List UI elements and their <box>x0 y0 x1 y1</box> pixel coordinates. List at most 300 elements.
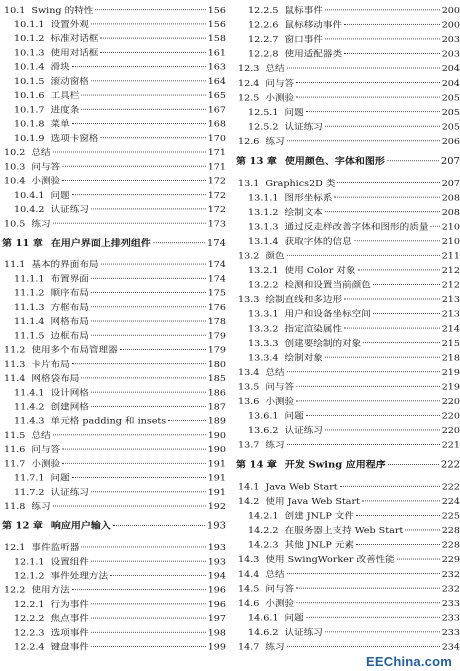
toc-entry-number: 13.3.4 <box>248 353 279 364</box>
toc-entry-title: 问与答 <box>265 382 295 393</box>
toc-page-number: 203 <box>441 34 460 45</box>
toc-entry-number: 11.4.2 <box>14 402 45 413</box>
toc-entry-title: 总结 <box>265 569 285 580</box>
toc-page-number: 179 <box>207 345 226 356</box>
toc-leader-dots <box>325 622 440 632</box>
toc-page-number: 233 <box>441 598 460 609</box>
toc-entry-number: 13.1.3 <box>248 222 279 233</box>
toc-entry-number: 12.5 <box>238 93 260 104</box>
toc-entry-number: 10.1.7 <box>14 105 45 116</box>
toc-page-number: 207 <box>441 178 460 189</box>
toc-page-number: 208 <box>441 207 460 218</box>
toc-entry-title: 问题 <box>284 411 304 422</box>
toc-leader-dots <box>287 58 440 68</box>
toc-entry-number: 第 12 章 <box>2 521 43 532</box>
toc-entry <box>236 205 460 220</box>
toc-page-number: 156 <box>207 5 226 16</box>
toc-entry-number: 12.5.1 <box>248 107 279 118</box>
toc-leader-dots <box>113 516 205 526</box>
toc-leader-dots <box>91 609 206 619</box>
toc-leader-dots <box>405 520 439 530</box>
toc-leader-dots <box>287 435 440 445</box>
toc-leader-dots <box>296 73 440 83</box>
toc-leader-dots <box>72 114 206 124</box>
watermark-logo: EEChina.com <box>366 654 452 669</box>
toc-page-number: 221 <box>441 440 460 451</box>
toc-entry-number: 第 13 章 <box>236 156 277 167</box>
toc-leader-dots <box>296 377 440 387</box>
toc-entry-title: 卡片布局 <box>31 359 70 370</box>
toc-leader-dots <box>100 29 205 39</box>
toc-entry <box>236 640 460 655</box>
toc-entry-title: 问与答 <box>265 78 295 89</box>
toc-leader-dots <box>325 29 440 39</box>
toc-entry-title: 总结 <box>265 367 285 378</box>
toc-page-number: 189 <box>207 416 226 427</box>
toc-leader-dots <box>373 275 440 285</box>
toc-page-number: 186 <box>207 388 226 398</box>
toc-leader-dots <box>430 217 439 227</box>
toc-leader-dots <box>344 15 440 25</box>
toc-entry-number: 14.1 <box>238 482 260 493</box>
toc-entry-title: 绘制对象 <box>284 353 323 364</box>
toc-leader-dots <box>81 86 205 96</box>
toc-entry-number: 14.2 <box>238 496 260 507</box>
toc-page-number: 198 <box>207 628 226 639</box>
toc-page-number: 219 <box>441 382 460 393</box>
toc-entry-number: 13.2.1 <box>248 265 279 276</box>
toc-leader-dots <box>325 202 440 212</box>
toc-entry-number: 13.1.1 <box>248 193 279 204</box>
toc-page-number: 233 <box>441 613 460 624</box>
toc-entry-title: 使用方法 <box>31 585 70 596</box>
toc-leader-dots <box>53 214 206 224</box>
toc-entry-title: 设置组件 <box>50 557 89 567</box>
toc-page-number: 211 <box>441 251 460 262</box>
toc-entry-title: 开发 Swing 应用程序 <box>284 460 386 471</box>
toc-entry-number: 10.4 <box>4 176 26 187</box>
toc-leader-dots <box>287 637 440 647</box>
toc-entry-title: 问与答 <box>265 584 295 595</box>
toc-left-column <box>2 3 226 654</box>
toc-entry-title: 滚动窗格 <box>50 76 89 87</box>
toc-leader-dots <box>81 538 205 548</box>
toc-page-number: 171 <box>207 147 226 158</box>
toc-entry-title: 其他 JNLP 元素 <box>284 540 355 551</box>
toc-leader-dots <box>95 0 205 10</box>
toc-leader-dots <box>344 289 440 299</box>
toc-entry-number: 13.7 <box>238 440 260 451</box>
toc-entry-title: 小测验 <box>265 396 295 407</box>
toc-right-column <box>236 3 460 654</box>
toc-entry-title: 事件处理方法 <box>50 571 109 582</box>
toc-page-number: 222 <box>440 460 460 471</box>
toc-entry-title: 问与答 <box>31 162 61 173</box>
toc-entry-number: 12.2.5 <box>248 5 279 16</box>
toc-entry-number: 12.6 <box>238 136 260 147</box>
toc-leader-dots <box>62 171 206 181</box>
toc-entry-number: 11.4 <box>4 373 26 384</box>
toc-chapter-heading <box>236 152 460 172</box>
toc-entry-number: 14.6 <box>238 598 260 609</box>
toc-entry-number: 11.4.3 <box>14 416 45 427</box>
toc-page-number: 233 <box>441 627 460 638</box>
toc-page-number: 225 <box>441 511 460 522</box>
toc-leader-dots <box>91 71 206 81</box>
toc-entry-title: 使用 Color 对象 <box>284 265 356 276</box>
toc-entry-title: 认证练习 <box>284 425 323 436</box>
toc-entry-title: 使用 SwingWorker 改善性能 <box>265 554 395 565</box>
toc-entry-title: 认证练习 <box>284 122 323 133</box>
toc-entry-number: 13.2 <box>238 251 260 262</box>
toc-page-number: 191 <box>207 487 226 498</box>
toc-leader-dots <box>344 44 440 54</box>
toc-page-number: 204 <box>441 78 460 89</box>
toc-leader-dots <box>91 482 206 492</box>
toc-leader-dots <box>53 143 206 153</box>
toc-entry-number: 13.6 <box>238 396 260 407</box>
toc-entry-number: 10.1.9 <box>14 133 45 144</box>
toc-entry-number: 11.7.2 <box>14 487 45 498</box>
toc-entry-number: 11.6 <box>4 445 26 455</box>
toc-page-number: 176 <box>207 302 226 313</box>
toc-entry-number: 13.5 <box>238 382 260 393</box>
toc-leader-dots <box>120 340 206 350</box>
toc-entry-number: 10.1.2 <box>14 34 45 44</box>
toc-entry-title: 认证练习 <box>50 487 89 498</box>
toc-leader-dots <box>91 595 206 605</box>
toc-leader-dots <box>325 420 440 430</box>
toc-page-number: 212 <box>441 280 460 291</box>
toc-entry-number: 10.1.8 <box>14 119 45 130</box>
toc-leader-dots <box>287 131 440 141</box>
toc-entry-title: 总结 <box>31 430 51 441</box>
toc-entry-number: 13.3.3 <box>248 338 279 349</box>
toc-page-number: 220 <box>441 411 460 422</box>
toc-entry-number: 12.1.1 <box>14 557 45 567</box>
toc-page-number: 164 <box>207 76 226 87</box>
toc-entry-number: 11.3 <box>4 359 26 370</box>
toc-entry-number: 10.4.2 <box>14 204 45 215</box>
toc-entry-number: 12.4 <box>238 78 260 89</box>
toc-leader-dots <box>91 397 206 407</box>
toc-entry <box>2 499 226 513</box>
toc-entry-number: 10.1.1 <box>14 19 45 30</box>
toc-entry-title: 总结 <box>31 147 51 158</box>
toc-page-number: 234 <box>441 642 460 653</box>
toc-page-number: 175 <box>207 288 226 299</box>
toc-entry-number: 12.2.6 <box>248 20 279 31</box>
toc-entry-title: 问题 <box>284 613 304 624</box>
toc-entry-number: 14.2.3 <box>248 540 279 551</box>
toc-page-number: 167 <box>207 105 226 116</box>
toc-entry <box>236 438 460 453</box>
toc-page-number: 191 <box>207 459 226 470</box>
toc-entry-title: 问题 <box>284 107 304 118</box>
toc-page-number: 200 <box>441 20 460 31</box>
toc-page-number: 190 <box>207 445 226 455</box>
toc-page-number: 163 <box>207 62 226 73</box>
toc-page-number: 213 <box>441 309 460 320</box>
toc-leader-dots <box>100 128 205 138</box>
toc-entry-number: 10.2 <box>4 147 26 158</box>
toc-leader-dots <box>72 185 206 195</box>
toc-leader-dots <box>62 157 206 167</box>
toc-entry-title: 使用对话框 <box>50 48 99 59</box>
toc-page-number: 174 <box>207 274 226 285</box>
toc-entry-number: 14.4 <box>238 569 260 580</box>
toc-page-number: 214 <box>441 323 460 335</box>
toc-entry-title: 设计网格 <box>50 388 89 398</box>
toc-entry-title: 边框布局 <box>50 331 89 342</box>
toc-entry-title: 认证练习 <box>284 627 323 638</box>
toc-leader-dots <box>101 255 206 265</box>
toc-entry-number: 14.2.1 <box>248 511 279 522</box>
toc-page-number: 172 <box>207 190 226 201</box>
toc-entry-number: 10.5 <box>4 219 26 229</box>
toc-leader-dots <box>340 477 440 487</box>
toc-entry-title: 在服务器上支持 Web Start <box>284 525 404 536</box>
toc-page-number: 185 <box>207 373 226 384</box>
toc-entry-title: 创建 JNLP 文件 <box>284 511 355 522</box>
toc-page-number: 178 <box>207 316 226 327</box>
toc-entry-title: 图形坐标系 <box>284 193 333 204</box>
toc-entry-title: 检测和设置当前颜色 <box>284 280 371 291</box>
toc-entry-number: 11.1.5 <box>14 331 45 342</box>
toc-entry-number: 11.7.1 <box>14 473 45 484</box>
toc-entry-title: 行为事件 <box>50 599 89 610</box>
toc-entry-title: 选项卡窗格 <box>50 133 99 144</box>
toc-page-number: 187 <box>207 402 226 413</box>
toc-leader-dots <box>72 468 206 478</box>
toc-entry-number: 12.2.3 <box>14 628 45 639</box>
toc-entry-title: 选项事件 <box>50 628 89 639</box>
toc-page-number: 161 <box>207 48 226 59</box>
toc-page-number: 180 <box>207 359 226 370</box>
toc-leader-dots <box>397 550 440 560</box>
toc-entry-title: 鼠标移动事件 <box>284 20 343 31</box>
toc-leader-dots <box>91 623 206 633</box>
toc-entry-title: 基本的界面布局 <box>31 260 99 270</box>
toc-entry <box>2 216 226 230</box>
toc-leader-dots <box>72 354 206 364</box>
toc-page-number: 172 <box>207 176 226 187</box>
toc-leader-dots <box>296 391 440 401</box>
toc-entry-title: 滑块 <box>50 62 70 73</box>
toc-entry-title: 用户和设备坐标空间 <box>284 309 371 320</box>
toc-page-number: 173 <box>207 219 226 229</box>
toc-page-number: 213 <box>441 294 460 305</box>
toc-page-number: 179 <box>207 331 226 342</box>
toc-leader-dots <box>72 57 206 67</box>
toc-leader-dots <box>358 260 440 270</box>
toc-entry-number: 12.2.1 <box>14 599 45 610</box>
toc-entry-number: 13.1 <box>238 178 260 189</box>
toc-entry-number: 11.4.1 <box>14 388 45 398</box>
toc-page-number: 215 <box>441 338 460 349</box>
toc-entry-title: 窗口事件 <box>284 34 323 45</box>
toc-entry-title: 通过反走样改善字体和图形的质量 <box>284 222 429 233</box>
toc-leader-dots <box>62 454 206 464</box>
toc-entry-title: 练习 <box>265 136 285 147</box>
toc-entry-number: 13.1.4 <box>248 236 279 247</box>
toc-leader-dots <box>153 233 205 243</box>
toc-entry-title: 工具栏 <box>50 91 80 101</box>
toc-entry-title: 使用多个布局管理器 <box>31 345 118 356</box>
toc-leader-dots <box>91 552 206 562</box>
toc-leader-dots <box>387 151 439 161</box>
toc-leader-dots <box>356 535 440 545</box>
toc-leader-dots <box>91 283 206 293</box>
toc-entry-number: 13.2.2 <box>248 280 279 291</box>
toc-page-number: 220 <box>441 425 460 436</box>
toc-entry-number: 13.1.2 <box>248 207 279 218</box>
toc-leader-dots <box>287 362 440 372</box>
toc-page-number: 171 <box>207 162 226 173</box>
toc-entry-title: 进度条 <box>50 105 80 116</box>
toc-leader-dots <box>91 637 206 647</box>
toc-entry-title: 问题 <box>50 473 70 484</box>
toc-page-number: 208 <box>441 193 460 204</box>
toc-page-number: 210 <box>441 236 460 247</box>
toc-entry-number: 11.7 <box>4 459 26 470</box>
toc-leader-dots <box>373 304 440 314</box>
toc-entry-number: 14.6.1 <box>248 613 279 624</box>
toc-entry-number: 12.3 <box>238 63 260 74</box>
toc-entry-title: 标准对话框 <box>50 34 99 44</box>
toc-entry-number: 12.1.2 <box>14 571 45 582</box>
toc-entry-number: 10.1.4 <box>14 62 45 73</box>
toc-leader-dots <box>91 269 206 279</box>
toc-entry-number: 12.2.4 <box>14 642 45 653</box>
toc-entry-title: 单元格 padding 和 insets <box>50 416 167 427</box>
toc-entry-title: 练习 <box>31 502 51 512</box>
toc-leader-dots <box>91 200 206 210</box>
toc-leader-dots <box>325 117 440 127</box>
toc-leader-dots <box>91 383 206 393</box>
toc-page-number: 229 <box>441 554 460 565</box>
toc-leader-dots <box>296 88 440 98</box>
toc-page-number: 232 <box>441 584 460 595</box>
toc-page-number: 200 <box>441 5 460 16</box>
toc-entry-number: 14.3 <box>238 554 260 565</box>
toc-entry-number: 13.4 <box>238 367 260 378</box>
toc-entry-title: 使用 Java Web Start <box>265 496 360 507</box>
toc-leader-dots <box>306 608 440 618</box>
toc-entry-number: 13.6.1 <box>248 411 279 422</box>
toc-page-number: 212 <box>441 265 460 276</box>
toc-leader-dots <box>81 100 205 110</box>
toc-leader-dots <box>53 426 206 436</box>
toc-page-number: 174 <box>207 260 226 270</box>
toc-entry-title: 事件监听器 <box>31 542 80 553</box>
toc-entry-title: 总结 <box>265 63 285 74</box>
toc-page-number: 220 <box>441 396 460 407</box>
toc-leader-dots <box>287 246 440 256</box>
toc-entry-number: 11.8 <box>4 502 26 512</box>
toc-entry-number: 11.2 <box>4 345 26 356</box>
toc-entry-title: 使用颜色、字体和图形 <box>284 156 385 167</box>
toc-leader-dots <box>306 406 440 416</box>
toc-entry-number: 10.4.1 <box>14 190 45 201</box>
toc-leader-dots <box>334 188 439 198</box>
toc-leader-dots <box>354 231 440 241</box>
toc-entry-number: 14.7 <box>238 642 260 653</box>
toc-entry-number: 10.1.3 <box>14 48 45 59</box>
toc-leader-dots <box>81 369 205 379</box>
toc-entry-title: 指定渲染属性 <box>284 323 343 335</box>
toc-page-number: 170 <box>207 133 226 144</box>
toc-entry-title: 键盘事件 <box>50 642 89 653</box>
toc-entry-number: 10.1.5 <box>14 76 45 87</box>
toc-entry-number: 11.1 <box>4 260 26 270</box>
toc-entry <box>236 134 460 149</box>
toc-leader-dots <box>306 102 440 112</box>
toc-page-number: 207 <box>440 156 460 167</box>
toc-page-number: 224 <box>441 496 460 507</box>
toc-entry-title: 绘制文本 <box>284 207 323 218</box>
toc-page-number: 193 <box>206 521 226 532</box>
toc-leader-dots <box>91 15 206 25</box>
toc-entry-title: 问题 <box>50 190 70 201</box>
toc-entry-title: 创建要绘制的对象 <box>284 338 362 349</box>
toc-page-number: 228 <box>441 540 460 551</box>
toc-entry-number: 12.5.2 <box>248 122 279 133</box>
toc-entry-number: 12.1 <box>4 542 26 553</box>
toc-leader-dots <box>363 333 439 343</box>
toc-page-number: 218 <box>441 353 460 364</box>
toc-leader-dots <box>287 564 440 574</box>
toc-entry-title: 布置界面 <box>50 274 89 285</box>
toc-entry-title: Graphics2D 类 <box>265 178 336 189</box>
toc-entry-title: 顺序布局 <box>50 288 89 299</box>
toc-entry-number: 14.2.2 <box>248 525 279 536</box>
toc-chapter-heading <box>2 234 226 254</box>
toc-entry-title: 设置外观 <box>50 19 89 30</box>
toc-entry-title: 网格袋布局 <box>31 373 80 384</box>
toc-page-number: 222 <box>441 482 460 493</box>
toc-leader-dots <box>296 593 440 603</box>
toc-page-number: 232 <box>441 569 460 580</box>
toc-entry-number: 13.3.2 <box>248 323 279 335</box>
toc-leader-dots <box>388 455 439 465</box>
toc-entry-title: 使用适配器类 <box>284 49 343 60</box>
toc-leader-dots <box>62 440 206 450</box>
toc-entry-title: 响应用户输入 <box>50 521 111 532</box>
toc-page-number: 205 <box>441 93 460 104</box>
toc-page-number: 219 <box>441 367 460 378</box>
toc-entry-title: 绘制直线和多边形 <box>265 294 343 305</box>
toc-entry-title: 网格布局 <box>50 316 89 327</box>
toc-page-number: 197 <box>207 614 226 624</box>
toc-entry-title: 方框布局 <box>50 302 89 313</box>
toc-leader-dots <box>72 580 206 590</box>
toc-entry-number: 12.2 <box>4 585 26 596</box>
toc-page-number: 193 <box>207 542 226 553</box>
toc-leader-dots <box>337 173 439 183</box>
toc-entry-number: 13.3.1 <box>248 309 279 320</box>
toc-entry-title: 鼠标事件 <box>284 5 323 16</box>
toc-page-number: 172 <box>207 204 226 215</box>
toc-leader-dots <box>168 411 205 421</box>
toc-page-number: 228 <box>441 525 460 536</box>
toc-entry-number: 10.1.6 <box>14 91 45 101</box>
toc-leader-dots <box>296 579 440 589</box>
toc-page-number: 158 <box>207 34 226 44</box>
toc-leader-dots <box>110 566 206 576</box>
toc-leader-dots <box>362 491 440 501</box>
toc-entry-number: 11.5 <box>4 430 26 441</box>
